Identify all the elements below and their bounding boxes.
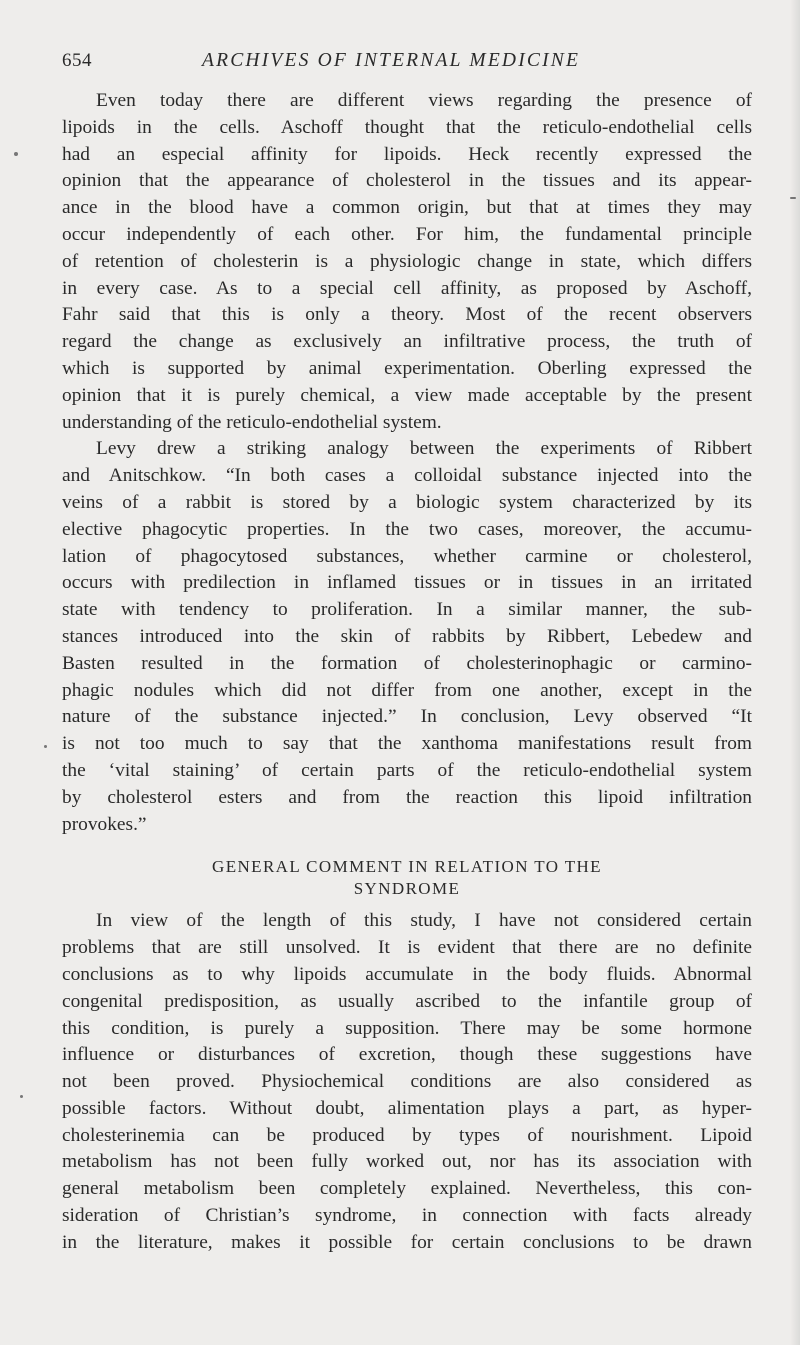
body-text [62, 88, 752, 1257]
scan-speck [14, 152, 18, 156]
text-line: congenital predisposition, as usually ascribed to the infantile group of [62, 990, 752, 1012]
text-line: problems that are still unsolved. It is evident that there are no definite [62, 937, 752, 959]
text-line: cholesterinemia can be produced by types of nourishment. Lipoid [62, 1124, 752, 1146]
text-line: which is supported by animal experimentation. Oberling expressed the [62, 357, 752, 379]
text-line: metabolism has not been fully worked out, nor has its association with [62, 1151, 752, 1173]
text-line: Levy drew a striking analogy between the experiments of Ribbert [96, 438, 752, 460]
text-line: is not too much to say that the xanthoma manifestations result from [62, 733, 752, 755]
text-line: general metabolism been completely explained. Nevertheless, this con- [62, 1178, 752, 1200]
section-gap [62, 838, 752, 856]
page-number: 654 [62, 50, 92, 71]
text-line: of retention of cholesterin is a physiologic change in state, which differs [62, 250, 752, 272]
text-line: sideration of Christian’s syndrome, in connection with facts already [62, 1205, 752, 1227]
text-line: opinion that the appearance of cholesterol in the tissues and its appear- [62, 170, 752, 192]
text-line: by cholesterol esters and from the reaction this lipoid infiltration [62, 786, 752, 808]
scan-speck [44, 745, 47, 748]
text-line: understanding of the reticulo-endothelial system. [62, 411, 442, 433]
text-line: Fahr said that this is only a theory. Most of the recent observers [62, 304, 752, 326]
page-edge-shadow [790, 0, 800, 1345]
text-line: this condition, is purely a supposition. There may be some hormone [62, 1017, 752, 1039]
scan-speck [20, 1095, 23, 1098]
paragraph-levy [62, 436, 752, 838]
text-line: in every case. As to a special cell affinity, as proposed by Aschoff, [62, 277, 752, 299]
text-line: phagic nodules which did not differ from one another, except in the [62, 679, 752, 701]
text-line: In view of the length of this study, I have not considered certain [96, 910, 752, 932]
text-line: and Anitschkow. “In both cases a colloidal substance injected into the [62, 465, 752, 487]
running-head: ARCHIVES OF INTERNAL MEDICINE [202, 50, 581, 71]
text-line: veins of a rabbit is stored by a biologic system characterized by its [62, 491, 752, 513]
text-line: ance in the blood have a common origin, but that at times they may [62, 197, 752, 219]
text-line: opinion that it is purely chemical, a view made acceptable by the present [62, 384, 752, 406]
text-line: occurs with predilection in inflamed tissues or in tissues in an irritated [62, 572, 752, 594]
section-heading [62, 856, 752, 900]
text-line: nature of the substance injected.” In conclusion, Levy observed “It [62, 706, 752, 728]
text-line: lation of phagocytosed substances, whether carmine or cholesterol, [62, 545, 752, 567]
text-line: not been proved. Physiochemical conditions are also considered as [62, 1071, 752, 1093]
text-line: occur independently of each other. For him, the fundamental principle [62, 223, 752, 245]
text-line: possible factors. Without doubt, alimentation plays a part, as hyper- [62, 1097, 752, 1119]
section-heading-line: GENERAL COMMENT IN RELATION TO THE [212, 857, 602, 877]
text-line: elective phagocytic properties. In the two cases, moreover, the accumu- [62, 518, 752, 540]
text-line: provokes.” [62, 813, 147, 835]
text-line: regard the change as exclusively an infiltrative process, the truth of [62, 331, 752, 353]
paragraph-general-comment [62, 908, 752, 1256]
text-line: Basten resulted in the formation of cholesterinophagic or carmino- [62, 652, 752, 674]
text-line: in the literature, makes it possible for certain conclusions to be drawn [62, 1231, 752, 1253]
section-heading-line: SYNDROME [353, 879, 461, 899]
text-line: conclusions as to why lipoids accumulate in the body fluids. Abnormal [62, 963, 752, 985]
text-line: state with tendency to proliferation. In a similar manner, the sub- [62, 599, 752, 621]
text-line: Even today there are different views regarding the presence of [96, 90, 752, 111]
text-line: stances introduced into the skin of rabbits by Ribbert, Lebedew and [62, 625, 752, 647]
page-header [62, 50, 752, 80]
paragraph-lipoids [62, 88, 752, 436]
text-line: the ‘vital staining’ of certain parts of the reticulo-endothelial system [62, 759, 752, 781]
text-line: influence or disturbances of excretion, though these suggestions have [62, 1044, 752, 1066]
text-line: lipoids in the cells. Aschoff thought that the reticulo-endothelial cells [62, 116, 752, 138]
text-line: had an especial affinity for lipoids. Heck recently expressed the [62, 143, 752, 165]
heading-gap [62, 900, 752, 908]
